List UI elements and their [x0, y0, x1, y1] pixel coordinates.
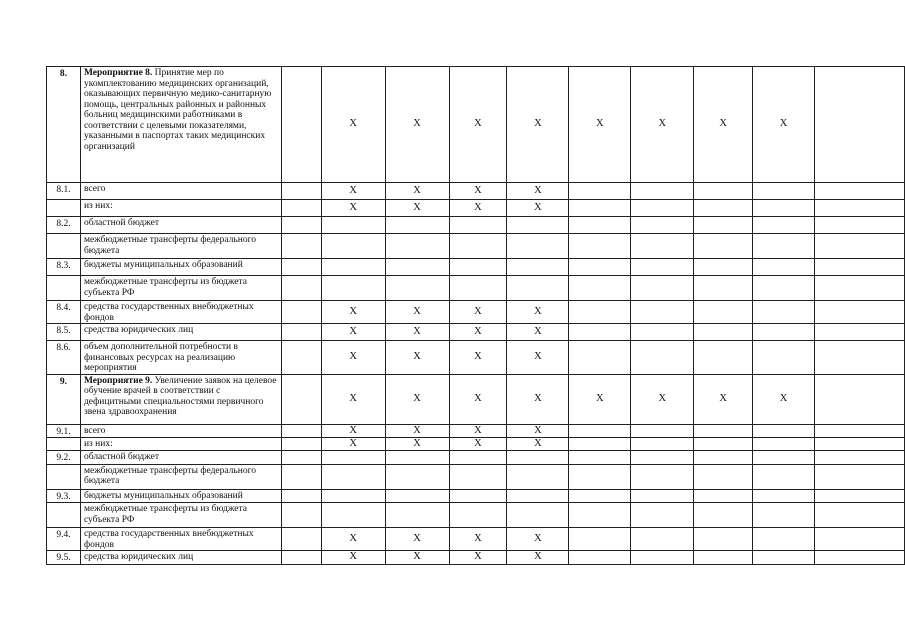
- row-text: межбюджетные трансферты федерального бюджета: [83, 235, 257, 256]
- x-mark: X: [449, 551, 507, 565]
- x-mark: X: [507, 551, 569, 565]
- value-cell: [631, 551, 694, 565]
- value-cell: [753, 464, 815, 489]
- table-row: [47, 489, 905, 503]
- x-mark: X: [321, 301, 385, 324]
- row-number: 8.2.: [47, 217, 81, 234]
- x-mark: X: [631, 67, 694, 183]
- value-cell: [385, 259, 449, 276]
- value-cell: [753, 551, 815, 565]
- value-cell: [694, 301, 753, 324]
- row-number: 9.5.: [47, 551, 81, 565]
- table-row: [47, 374, 905, 424]
- row-description: [80, 489, 281, 503]
- value-cell: [449, 276, 507, 301]
- value-cell: [631, 451, 694, 465]
- value-cell: [507, 503, 569, 528]
- value-cell: [753, 301, 815, 324]
- row-description: [80, 183, 281, 200]
- value-cell: [753, 259, 815, 276]
- x-mark: X: [507, 424, 569, 438]
- value-cell: [631, 217, 694, 234]
- value-cell: [569, 276, 631, 301]
- row-text: средства государственных внебюджетных фондов: [83, 302, 254, 323]
- value-cell: [694, 551, 753, 565]
- row-number: [47, 503, 81, 528]
- row-text: межбюджетные трансферты из бюджета субъекта РФ: [83, 277, 247, 298]
- value-cell: [449, 503, 507, 528]
- value-cell: [694, 528, 753, 551]
- x-mark: X: [321, 200, 385, 217]
- table-row: [47, 464, 905, 489]
- row-description: [80, 200, 281, 217]
- value-cell: [631, 464, 694, 489]
- value-cell: [815, 551, 905, 565]
- x-mark: X: [321, 374, 385, 424]
- value-cell: [281, 217, 321, 234]
- value-cell: [281, 551, 321, 565]
- x-mark: X: [449, 424, 507, 438]
- x-mark: X: [449, 528, 507, 551]
- row-description: [80, 259, 281, 276]
- value-cell: [449, 259, 507, 276]
- x-mark: X: [385, 67, 449, 183]
- value-cell: [631, 438, 694, 451]
- x-mark: X: [385, 183, 449, 200]
- x-mark: X: [321, 528, 385, 551]
- x-mark: X: [449, 200, 507, 217]
- x-mark: X: [449, 374, 507, 424]
- x-mark: X: [449, 341, 507, 375]
- value-cell: [631, 503, 694, 528]
- x-mark: X: [507, 200, 569, 217]
- activity-title: Мероприятие 8.: [83, 68, 153, 78]
- x-mark: X: [569, 374, 631, 424]
- value-cell: [385, 464, 449, 489]
- value-cell: [631, 301, 694, 324]
- value-cell: [569, 551, 631, 565]
- value-cell: [569, 503, 631, 528]
- value-cell: [569, 200, 631, 217]
- value-cell: [694, 503, 753, 528]
- row-text: средства государственных внебюджетных фондов: [83, 529, 254, 550]
- value-cell: [753, 183, 815, 200]
- x-mark: X: [385, 341, 449, 375]
- value-cell: [753, 451, 815, 465]
- value-cell: [815, 489, 905, 503]
- value-cell: [281, 451, 321, 465]
- value-cell: [631, 234, 694, 259]
- value-cell: [694, 259, 753, 276]
- value-cell: [631, 324, 694, 341]
- value-cell: [281, 183, 321, 200]
- table-row: [47, 301, 905, 324]
- row-number: 9.: [47, 374, 81, 424]
- value-cell: [281, 528, 321, 551]
- row-text: всего: [83, 184, 106, 194]
- value-cell: [507, 276, 569, 301]
- row-description: [80, 551, 281, 565]
- value-cell: [281, 234, 321, 259]
- value-cell: [694, 324, 753, 341]
- row-description: [80, 374, 281, 424]
- value-cell: [321, 276, 385, 301]
- value-cell: [385, 503, 449, 528]
- value-cell: [815, 67, 905, 183]
- table-row: [47, 67, 905, 183]
- x-mark: X: [321, 324, 385, 341]
- row-description: [80, 438, 281, 451]
- table-row: [47, 503, 905, 528]
- value-cell: [753, 217, 815, 234]
- value-cell: [694, 234, 753, 259]
- row-text: всего: [83, 425, 106, 436]
- value-cell: [815, 183, 905, 200]
- table-row: [47, 234, 905, 259]
- value-cell: [753, 438, 815, 451]
- table-row: [47, 341, 905, 375]
- x-mark: X: [385, 528, 449, 551]
- row-description: [80, 234, 281, 259]
- value-cell: [815, 503, 905, 528]
- value-cell: [694, 276, 753, 301]
- x-mark: X: [569, 67, 631, 183]
- value-cell: [694, 464, 753, 489]
- x-mark: X: [385, 374, 449, 424]
- value-cell: [631, 528, 694, 551]
- x-mark: X: [507, 301, 569, 324]
- x-mark: X: [449, 183, 507, 200]
- table-row: [47, 438, 905, 451]
- x-mark: X: [321, 67, 385, 183]
- table-row: [47, 451, 905, 465]
- value-cell: [281, 301, 321, 324]
- value-cell: [449, 464, 507, 489]
- value-cell: [569, 341, 631, 375]
- value-cell: [815, 200, 905, 217]
- value-cell: [507, 489, 569, 503]
- row-description: [80, 341, 281, 375]
- value-cell: [569, 183, 631, 200]
- x-mark: X: [507, 528, 569, 551]
- value-cell: [321, 217, 385, 234]
- table-row: [47, 183, 905, 200]
- value-cell: [569, 464, 631, 489]
- value-cell: [507, 464, 569, 489]
- x-mark: X: [507, 183, 569, 200]
- value-cell: [694, 451, 753, 465]
- value-cell: [631, 424, 694, 438]
- row-number: 8.: [47, 67, 81, 183]
- value-cell: [815, 424, 905, 438]
- value-cell: [631, 341, 694, 375]
- value-cell: [281, 489, 321, 503]
- row-number: 8.5.: [47, 324, 81, 341]
- row-description: [80, 424, 281, 438]
- value-cell: [569, 234, 631, 259]
- x-mark: X: [385, 438, 449, 451]
- value-cell: [815, 276, 905, 301]
- value-cell: [507, 259, 569, 276]
- value-cell: [449, 489, 507, 503]
- x-mark: X: [507, 374, 569, 424]
- value-cell: [815, 451, 905, 465]
- value-cell: [281, 438, 321, 451]
- value-cell: [815, 259, 905, 276]
- x-mark: X: [753, 374, 815, 424]
- x-mark: X: [631, 374, 694, 424]
- value-cell: [694, 424, 753, 438]
- x-mark: X: [753, 67, 815, 183]
- row-text: межбюджетные трансферты из бюджета субъекта РФ: [83, 504, 247, 525]
- value-cell: [569, 324, 631, 341]
- value-cell: [815, 374, 905, 424]
- value-cell: [321, 464, 385, 489]
- value-cell: [569, 489, 631, 503]
- value-cell: [694, 438, 753, 451]
- x-mark: X: [385, 551, 449, 565]
- row-description: [80, 217, 281, 234]
- value-cell: [815, 438, 905, 451]
- x-mark: X: [321, 438, 385, 451]
- value-cell: [281, 424, 321, 438]
- value-cell: [631, 276, 694, 301]
- table-row: [47, 276, 905, 301]
- value-cell: [449, 234, 507, 259]
- row-number: 9.1.: [47, 424, 81, 438]
- table-row: [47, 200, 905, 217]
- x-mark: X: [507, 324, 569, 341]
- value-cell: [321, 259, 385, 276]
- row-number: 8.1.: [47, 183, 81, 200]
- value-cell: [569, 451, 631, 465]
- x-mark: X: [385, 324, 449, 341]
- x-mark: X: [321, 424, 385, 438]
- value-cell: [753, 424, 815, 438]
- value-cell: [753, 489, 815, 503]
- value-cell: [507, 451, 569, 465]
- x-mark: X: [694, 67, 753, 183]
- value-cell: [753, 276, 815, 301]
- value-cell: [569, 259, 631, 276]
- value-cell: [753, 528, 815, 551]
- row-number: 8.3.: [47, 259, 81, 276]
- table-row: [47, 424, 905, 438]
- value-cell: [753, 234, 815, 259]
- value-cell: [815, 301, 905, 324]
- value-cell: [631, 259, 694, 276]
- value-cell: [281, 341, 321, 375]
- row-description: [80, 464, 281, 489]
- row-number: [47, 276, 81, 301]
- row-number: 8.6.: [47, 341, 81, 375]
- x-mark: X: [385, 200, 449, 217]
- row-description: [80, 301, 281, 324]
- value-cell: [815, 341, 905, 375]
- row-description: [80, 67, 281, 183]
- row-number: [47, 438, 81, 451]
- x-mark: X: [694, 374, 753, 424]
- x-mark: X: [385, 424, 449, 438]
- row-text: из них:: [83, 439, 113, 449]
- value-cell: [569, 438, 631, 451]
- value-cell: [569, 217, 631, 234]
- value-cell: [507, 234, 569, 259]
- value-cell: [753, 324, 815, 341]
- value-cell: [694, 341, 753, 375]
- value-cell: [449, 451, 507, 465]
- row-text: средства юридических лиц: [83, 325, 194, 335]
- value-cell: [281, 503, 321, 528]
- x-mark: X: [321, 551, 385, 565]
- value-cell: [321, 489, 385, 503]
- value-cell: [281, 374, 321, 424]
- value-cell: [753, 200, 815, 217]
- table-row: [47, 259, 905, 276]
- x-mark: X: [507, 67, 569, 183]
- value-cell: [321, 503, 385, 528]
- value-cell: [815, 528, 905, 551]
- value-cell: [507, 217, 569, 234]
- row-text: объем дополнительной потребности в финансовых ресурсах на реализацию мероприятия: [83, 342, 238, 373]
- value-cell: [385, 451, 449, 465]
- value-cell: [694, 200, 753, 217]
- x-mark: X: [449, 324, 507, 341]
- row-text: областной бюджет: [83, 452, 160, 462]
- table-row: [47, 217, 905, 234]
- row-number: 9.3.: [47, 489, 81, 503]
- value-cell: [694, 489, 753, 503]
- value-cell: [321, 234, 385, 259]
- value-cell: [281, 259, 321, 276]
- value-cell: [753, 503, 815, 528]
- value-cell: [753, 341, 815, 375]
- x-mark: X: [321, 341, 385, 375]
- value-cell: [694, 183, 753, 200]
- value-cell: [694, 217, 753, 234]
- value-cell: [815, 464, 905, 489]
- table-row: [47, 324, 905, 341]
- table-row: [47, 551, 905, 565]
- value-cell: [385, 217, 449, 234]
- row-number: [47, 200, 81, 217]
- value-cell: [281, 276, 321, 301]
- table-row: [47, 528, 905, 551]
- x-mark: X: [385, 301, 449, 324]
- row-text: Принятие мер по укомплектованию медицинских организаций, оказывающих первичную медико-санитарную помощь, центральных районных и районных больниц медицинскими работниками в соответствии с целевыми показателями, указанными в паспортах таких медицинских организаций: [83, 68, 272, 152]
- row-text: областной бюджет: [83, 218, 160, 228]
- x-mark: X: [449, 301, 507, 324]
- value-cell: [815, 324, 905, 341]
- row-text: бюджеты муниципальных образований: [83, 490, 243, 501]
- row-number: 9.2.: [47, 451, 81, 465]
- x-mark: X: [449, 67, 507, 183]
- value-cell: [569, 528, 631, 551]
- value-cell: [449, 217, 507, 234]
- activities-table: [46, 66, 905, 565]
- value-cell: [815, 217, 905, 234]
- row-text: средства юридических лиц: [83, 552, 194, 562]
- row-description: [80, 324, 281, 341]
- row-text: межбюджетные трансферты федерального бюджета: [83, 465, 257, 486]
- row-description: [80, 528, 281, 551]
- value-cell: [281, 464, 321, 489]
- value-cell: [281, 200, 321, 217]
- row-description: [80, 451, 281, 465]
- row-number: 9.4.: [47, 528, 81, 551]
- value-cell: [385, 489, 449, 503]
- value-cell: [321, 451, 385, 465]
- x-mark: X: [321, 183, 385, 200]
- value-cell: [385, 234, 449, 259]
- row-description: [80, 503, 281, 528]
- value-cell: [281, 324, 321, 341]
- row-text: бюджеты муниципальных образований: [83, 260, 243, 270]
- value-cell: [385, 276, 449, 301]
- activity-title: Мероприятие 9.: [83, 375, 153, 386]
- x-mark: X: [507, 341, 569, 375]
- row-number: [47, 464, 81, 489]
- x-mark: X: [449, 438, 507, 451]
- value-cell: [281, 67, 321, 183]
- value-cell: [631, 183, 694, 200]
- value-cell: [569, 424, 631, 438]
- x-mark: X: [507, 438, 569, 451]
- value-cell: [631, 200, 694, 217]
- row-text: Увеличение заявок на целевое обучение врачей в соответствии с дефицитными специальностями первичного звена здравоохранения: [83, 375, 277, 417]
- row-text: из них:: [83, 201, 113, 211]
- row-description: [80, 276, 281, 301]
- row-number: 8.4.: [47, 301, 81, 324]
- row-number: [47, 234, 81, 259]
- value-cell: [815, 234, 905, 259]
- value-cell: [631, 489, 694, 503]
- value-cell: [569, 301, 631, 324]
